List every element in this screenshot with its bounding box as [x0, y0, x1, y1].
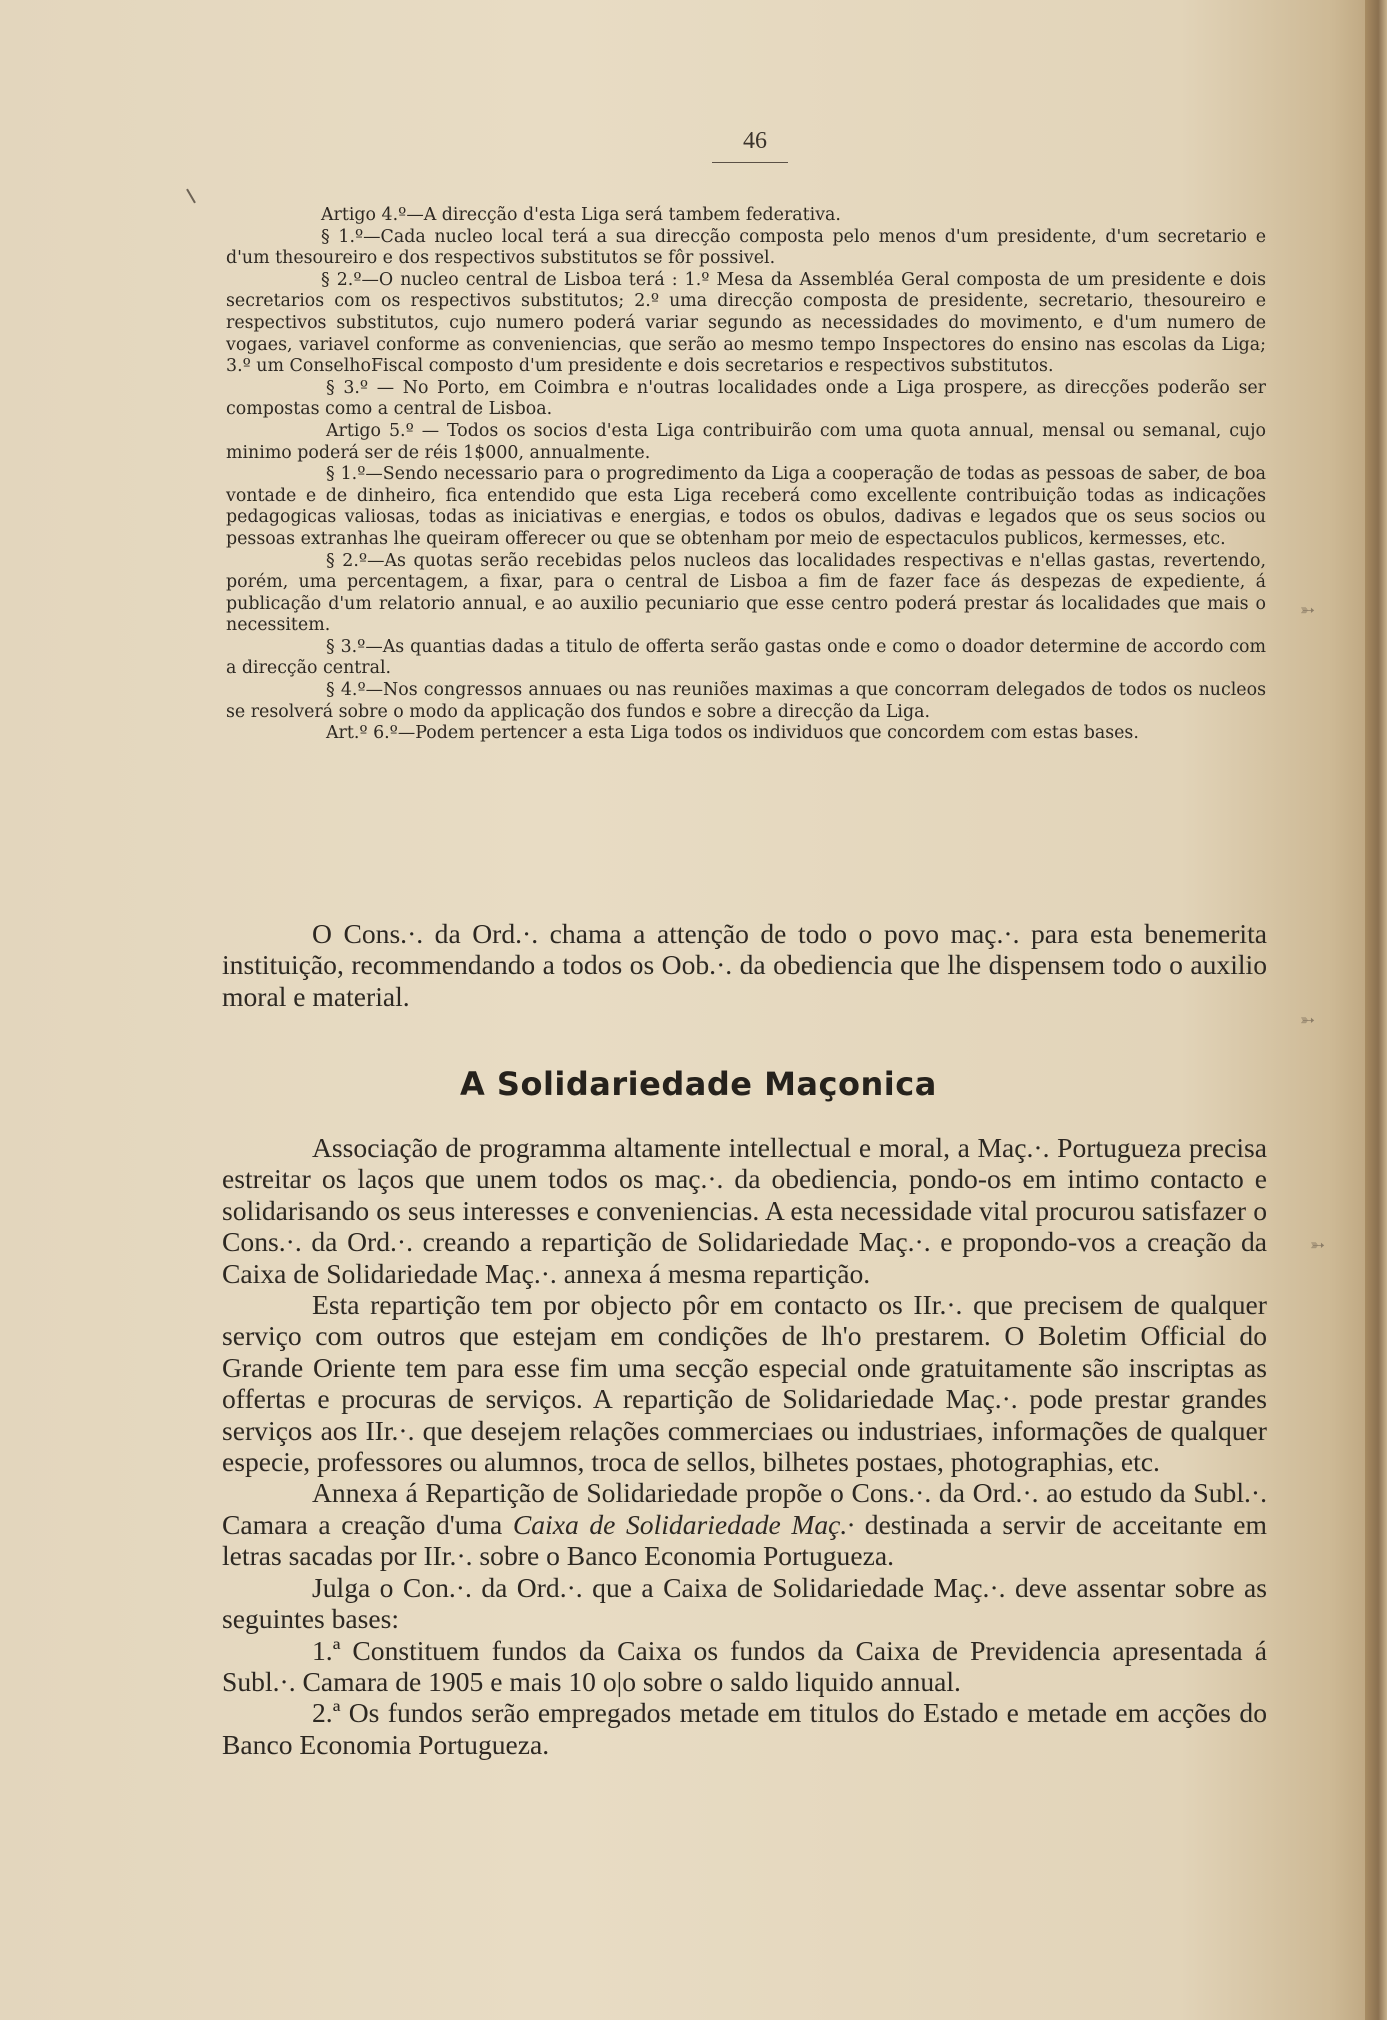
page-number-underline — [712, 162, 788, 163]
article-5-paragraph-1: § 1.º—Sendo necessario para o progredimento da Liga a cooperação de todas as pessoas de saber, de boa vontade e de dinheiro, fica entendido que esta Liga receberá como excellente contribuição todas as indicações pedagogicas valiosas, todas as iniciativas e energias, e todos os obulos, dadivas e legados que os seus socios ou pessoas extranhas lhe queiram offerecer ou que se obtenham por meio de espectaculos publicos, kermesses, etc. — [226, 464, 1266, 549]
solidarity-section-body — [222, 1132, 1267, 1760]
section-paragraph-3 — [222, 1477, 1267, 1571]
article-5-paragraph-4: § 4.º—Nos congressos annuaes ou nas reuniões maximas a que concorram delegados de todos os nucleos se resolverá sobre o modo da applicação dos fundos e sobre a direcção da Liga. — [226, 680, 1266, 722]
margin-mark-icon: ➳ — [1310, 1235, 1326, 1256]
section-paragraph-4: Julga o Con.·. da Ord.·. que a Caixa de Solidariedade Maç.·. deve assentar sobre as seguintes bases: — [222, 1571, 1267, 1635]
margin-tick — [186, 189, 196, 204]
margin-mark-icon: ➳ — [1300, 1010, 1316, 1031]
section-paragraph-2: Esta repartição tem por objecto pôr em contacto os IIr.·. que precisem de qualquer serviço com outros que estejam em condições de lh'o prestarem. O Boletim Official do Grande Oriente tem para esse fim uma secção especial onde gratuitamente são inscriptas as offertas e procuras de serviços. A repartição de Solidariedade Maç.·. pode prestar grandes serviços aos IIr.·. que desejem relações commerciaes ou industriaes, informações de qualquer especie, professores ou alumnos, troca de sellos, bilhetes postaes, photographias, etc. — [222, 1289, 1267, 1478]
article-5-paragraph-2: § 2.º—As quotas serão recebidas pelos nucleos das localidades respectivas e n'ellas gastas, revertendo, porém, uma percentagem, a fixar, para o central de Lisboa a fim de fazer face ás despezas de expediente, á publicação d'um relatorio annual, e ao auxilio pecuniario que esse centro poderá prestar ás localidades que mais o necessitem. — [226, 550, 1266, 636]
paragraph-3-text-end: destinada a servir de acceitante em letras sacadas por IIr.·. sobre o Banco Economia Portugueza. — [222, 1508, 1267, 1572]
margin-mark-icon: ➳ — [1300, 600, 1316, 621]
paragraph-3-text-start: Annexa á Repartição de Solidariedade propõe o Cons.·. da Ord.·. ao estudo da Subl.·. Camara a creação d'uma — [222, 1477, 1267, 1540]
page-number: 46 — [743, 128, 767, 154]
page-binding-edge — [1365, 0, 1387, 2020]
base-1: 1.ª Constituem fundos da Caixa os fundos da Caixa de Previdencia apresentada á Subl.·. Camara de 1905 e mais 10 o|o sobre o saldo liquido annual. — [222, 1634, 1267, 1697]
article-4-paragraph-1: § 1.º—Cada nucleo local terá a sua direcção composta pelo menos d'um presidente, d'um secretario e d'um thesoureiro e dos respectivos substitutos se fôr possivel. — [226, 226, 1266, 269]
section-paragraph-1: Associação de programma altamente intellectual e moral, a Maç.·. Portugueza precisa estreitar os laços que unem todos os maç.·. da obediencia, pondo-os em intimo contacto e solidarisando os seus interesses e conveniencias. A esta necessidade vital procurou satisfazer o Cons.·. da Ord.·. creando a repartição de Solidariedade Maç.·. e propondo-vos a creação da Caixa de Solidariedade Maç.·. annexa á mesma repartição. — [222, 1132, 1267, 1289]
council-notice — [222, 918, 1267, 1012]
article-4-paragraph-3: § 3.º — No Porto, em Coimbra e n'outras localidades onde a Liga prospere, as direcções poderão ser compostas como a central de Lisboa. — [226, 377, 1266, 420]
caixa-title-italic: Caixa de Solidariedade Maç.· — [512, 1508, 855, 1540]
article-4-paragraph-2: § 2.º—O nucleo central de Lisboa terá : 1.º Mesa da Assembléa Geral composta de um presidente e dois secretarios com os respectivos substitutos; 2.º uma direcção composta de presidente, secretario, thesoureiro e respectivos substitutos, cujo numero poderá variar segundo as necessidades do movimento, e d'um numero de vogaes, variavel conforme as conveniencias, que serão ao mesmo tempo Inspectores do ensino nas escolas da Liga; 3.º um ConselhoFiscal composto d'um presidente e dois secretarios e respectivos substitutos. — [226, 269, 1266, 377]
notice-paragraph: O Cons.·. da Ord.·. chama a attenção de todo o povo maç.·. para esta benemerita instituição, recommendando a todos os Oob.·. da obediencia que lhe dispensem todo o auxilio moral e material. — [222, 918, 1267, 1012]
article-6: Art.º 6.º—Podem pertencer a esta Liga todos os individuos que concordem com estas bases. — [326, 723, 1139, 744]
section-title: A Solidariedade Maçonica — [460, 1065, 937, 1103]
article-5-paragraph-3: § 3.º—As quantias dadas a titulo de offerta serão gastas onde e como o doador determine de accordo com a direcção central. — [226, 636, 1266, 679]
statute-articles — [226, 205, 1266, 745]
article-5: Artigo 5.º — Todos os socios d'esta Liga contribuirão com uma quota annual, mensal ou semanal, cujo minimo poderá ser de réis 1$000, annualmente. — [226, 420, 1266, 463]
article-4: Artigo 4.º—A direcção d'esta Liga será tambem federativa. — [321, 205, 841, 225]
base-2: 2.ª Os fundos serão empregados metade em titulos do Estado e metade em acções do Banco Economia Portugueza. — [222, 1697, 1267, 1760]
